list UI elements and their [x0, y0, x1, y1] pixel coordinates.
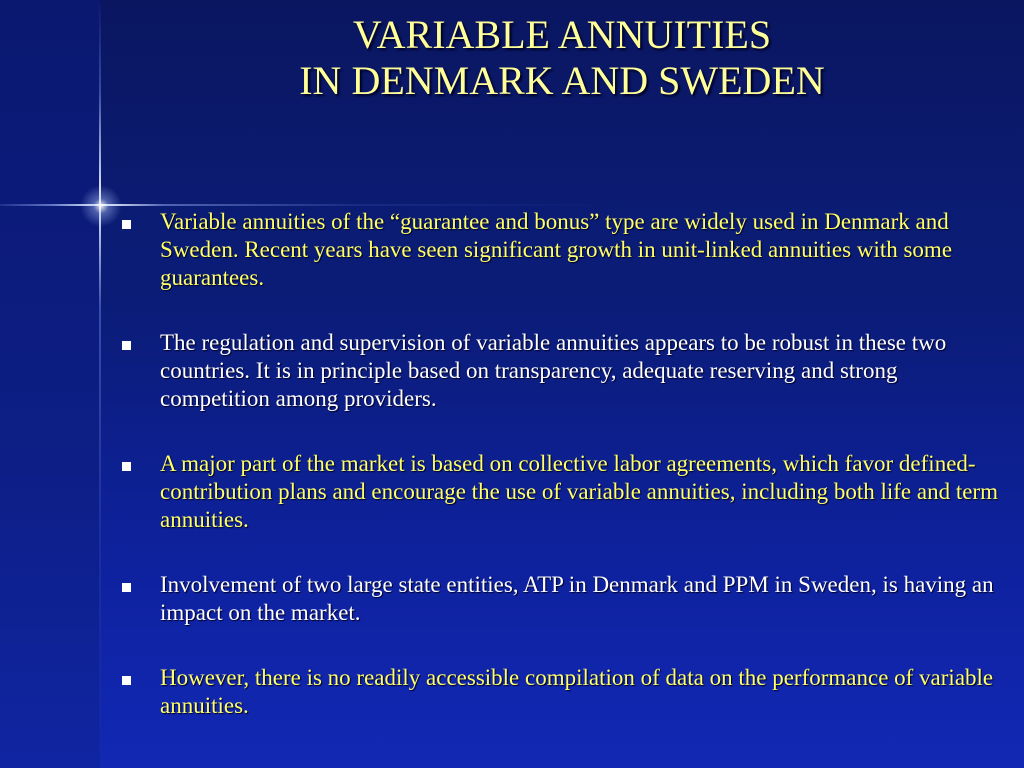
square-bullet-icon: [122, 220, 131, 229]
square-bullet-icon: [122, 583, 131, 592]
bullet-text-4: Involvement of two large state entities, ATP in Denmark and PPM in Sweden, is having an impact on the market.: [160, 572, 994, 625]
bullet-text-2: The regulation and supervision of variable annuities appears to be robust in these two countries. It is in principle based on transparency, adequate reserving and strong competition among providers.: [160, 330, 947, 411]
bullet-item-5: [118, 664, 998, 720]
bullet-list: [118, 208, 998, 757]
square-bullet-icon: [122, 341, 131, 350]
slide-title: [100, 12, 1024, 104]
sparkle-horizontal-line: [0, 204, 1024, 206]
bullet-item-2: [118, 329, 998, 413]
slide-title-line-1: VARIABLE ANNUITIES: [352, 12, 772, 57]
bullet-text-5: However, there is no readily accessible compilation of data on the performance of variable annuities.: [160, 665, 994, 718]
bullet-text-3: A major part of the market is based on collective labor agreements, which favor defined-contribution plans and encourage the use of variable annuities, including both life and term annuities.: [160, 451, 998, 532]
bullet-item-4: [118, 571, 998, 627]
square-bullet-icon: [122, 676, 131, 685]
bullet-item-1: [118, 208, 998, 292]
slide-left-band: [0, 0, 100, 768]
sparkle-star-icon: [80, 185, 122, 227]
sparkle-vertical-line: [99, 0, 101, 768]
slide-title-line-2: IN DENMARK AND SWEDEN: [299, 58, 825, 103]
square-bullet-icon: [122, 462, 131, 471]
bullet-item-3: [118, 450, 998, 534]
bullet-text-1: Variable annuities of the “guarantee and bonus” type are widely used in Denmark and Sweden. Recent years have seen significant growth in unit-linked annuities with some guarantees.: [160, 209, 953, 290]
